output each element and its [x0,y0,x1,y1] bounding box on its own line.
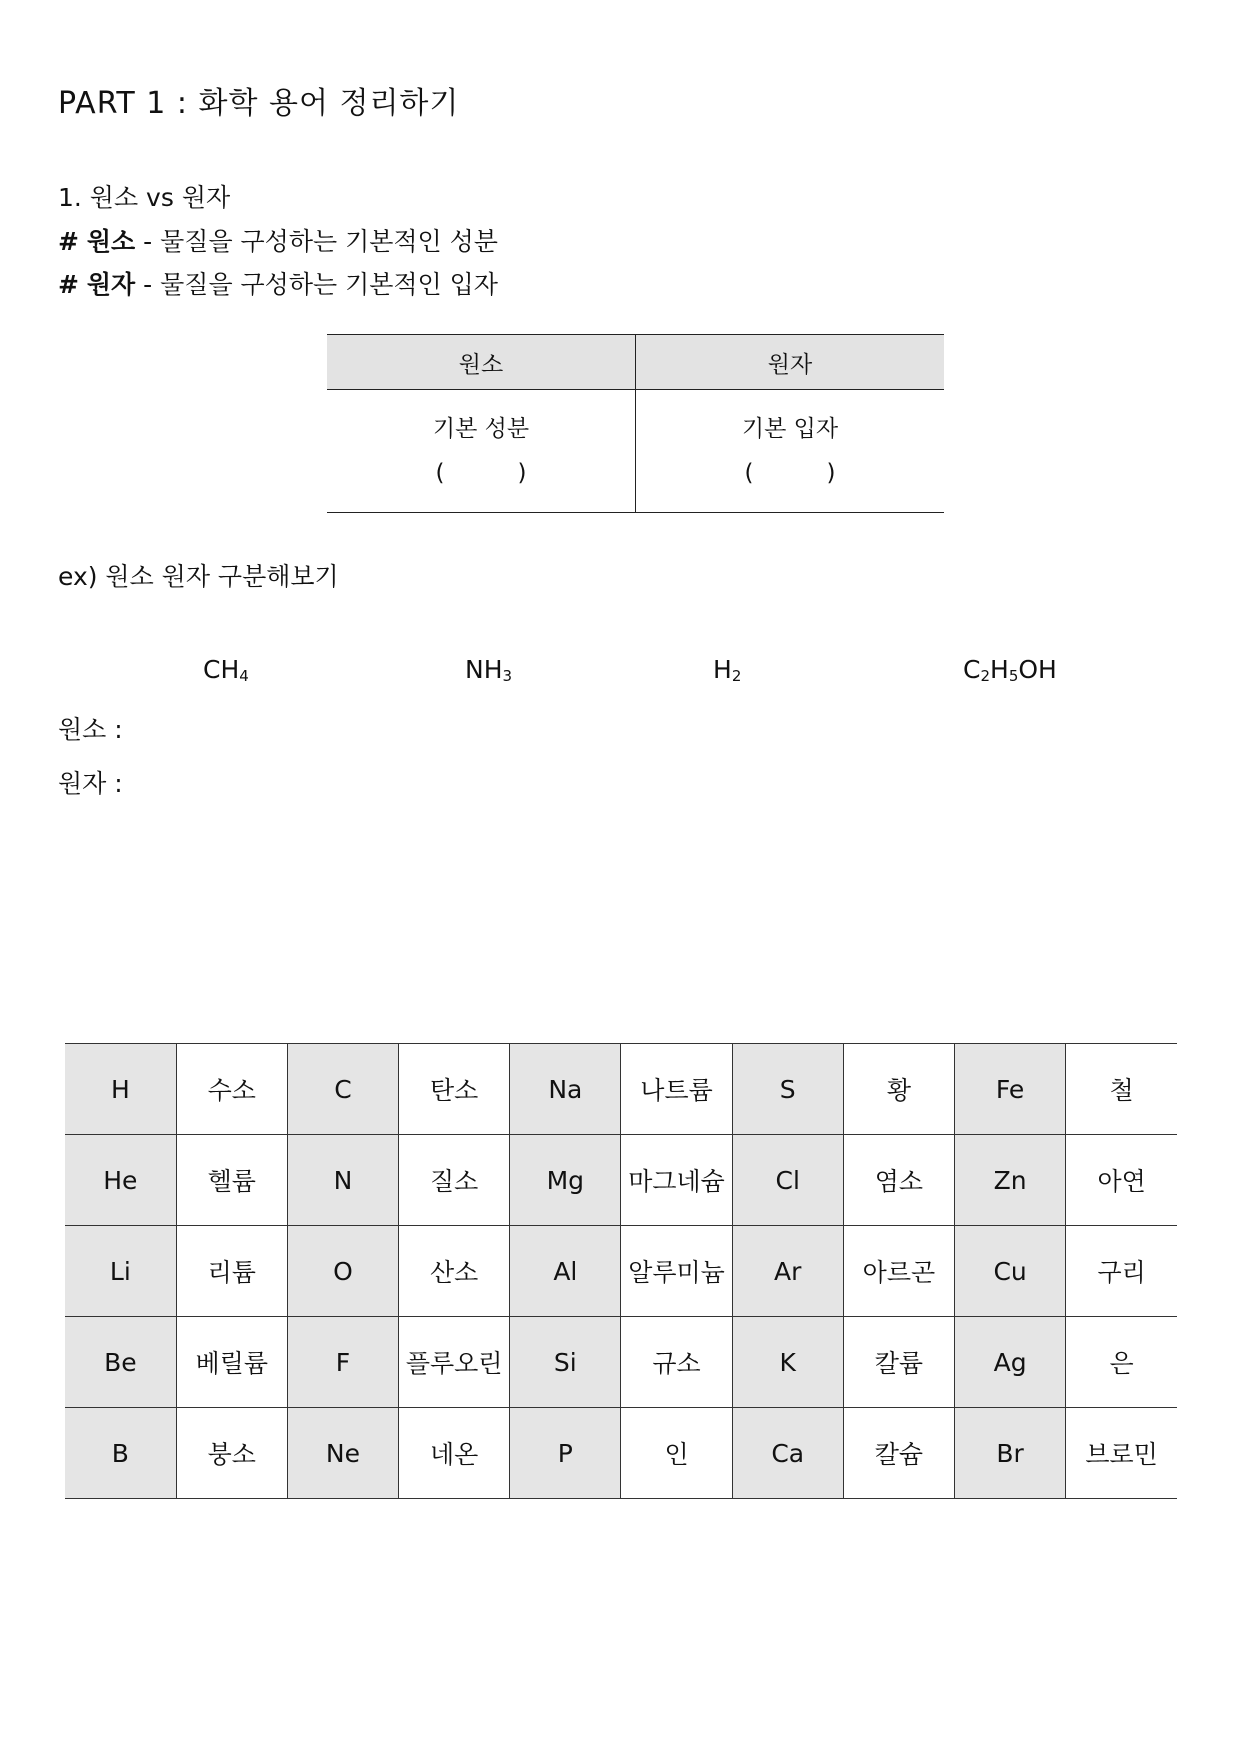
table-row [65,1135,1177,1226]
definition-desc: - 물질을 구성하는 기본적인 성분 [143,227,498,256]
formula-subscript: 5 [1008,667,1019,685]
compare-table [327,334,944,513]
element-name: 수소 [176,1044,287,1135]
element-name: 네온 [399,1408,510,1499]
formula-subscript: 2 [731,667,742,685]
formula-nh3 [465,655,512,685]
formula-symbol: H [713,655,732,684]
element-symbol: Si [510,1317,621,1408]
formula-h2 [713,655,741,685]
element-symbol: Fe [955,1044,1066,1135]
formula-symbol: H [990,655,1009,684]
element-symbol: F [287,1317,398,1408]
element-name: 구리 [1066,1226,1177,1317]
element-symbol: Ag [955,1317,1066,1408]
element-symbol: Na [510,1044,621,1135]
compare-header-element: 원소 [327,335,636,390]
element-name: 알루미늄 [621,1226,732,1317]
element-symbol: Zn [955,1135,1066,1226]
element-name: 인 [621,1408,732,1499]
formula-c2h5oh [963,655,1057,685]
element-name: 칼슘 [843,1408,954,1499]
element-name: 붕소 [176,1408,287,1499]
compare-main-text: 기본 성분 [432,416,530,442]
element-name: 베릴륨 [176,1317,287,1408]
element-name: 은 [1066,1317,1177,1408]
section-heading: 1. 원소 vs 원자 [58,183,231,212]
element-symbol: O [287,1226,398,1317]
element-answer-label: 원소 : [58,715,123,744]
element-symbol: Cu [955,1226,1066,1317]
formula-subscript: 4 [239,667,249,685]
compare-blank[interactable]: ( ) [435,460,527,486]
page-title: PART 1 : 화학 용어 정리하기 [58,86,460,121]
element-symbol: S [732,1044,843,1135]
formula-symbol: C [963,655,981,684]
element-name: 칼륨 [843,1317,954,1408]
element-symbol: Al [510,1226,621,1317]
table-row [65,1317,1177,1408]
element-name: 마그네슘 [621,1135,732,1226]
element-name: 플루오린 [399,1317,510,1408]
element-symbol: Ne [287,1408,398,1499]
element-name: 헬륨 [176,1135,287,1226]
element-name: 리튬 [176,1226,287,1317]
element-table [65,1043,1177,1499]
element-symbol: Cl [732,1135,843,1226]
formula-symbol: OH [1018,655,1057,684]
element-symbol: Ar [732,1226,843,1317]
formula-subscript: 3 [502,667,513,685]
element-name: 아르곤 [843,1226,954,1317]
element-symbol: K [732,1317,843,1408]
example-heading: ex) 원소 원자 구분해보기 [58,562,339,591]
formula-symbol: NH [465,655,503,684]
element-name: 염소 [843,1135,954,1226]
table-row [65,1408,1177,1499]
compare-cell-element [327,390,636,513]
element-symbol: Li [65,1226,176,1317]
element-name: 철 [1066,1044,1177,1135]
element-symbol: C [287,1044,398,1135]
definition-marker: # [58,270,79,299]
element-name: 질소 [399,1135,510,1226]
element-symbol: He [65,1135,176,1226]
formula-subscript: 2 [980,667,991,685]
compare-blank[interactable]: ( ) [744,460,836,486]
atom-answer-label: 원자 : [58,769,123,798]
element-name: 산소 [399,1226,510,1317]
element-name: 나트륨 [621,1044,732,1135]
table-row [65,1044,1177,1135]
definition-desc: - 물질을 구성하는 기본적인 입자 [143,270,498,299]
formula-symbol: CH [203,655,240,684]
definition-marker: # [58,227,79,256]
compare-header-atom: 원자 [636,335,945,390]
element-symbol: B [65,1408,176,1499]
element-name: 아연 [1066,1135,1177,1226]
element-symbol: H [65,1044,176,1135]
formula-ch4 [203,655,249,685]
element-symbol: Br [955,1408,1066,1499]
element-symbol: Mg [510,1135,621,1226]
element-symbol: P [510,1408,621,1499]
definition-term: 원자 [86,270,136,299]
compare-cell-atom [636,390,945,513]
table-row [65,1226,1177,1317]
compare-main-text: 기본 입자 [741,416,839,442]
definition-element [58,222,498,258]
element-name: 규소 [621,1317,732,1408]
element-name: 황 [843,1044,954,1135]
element-name: 브로민 [1066,1408,1177,1499]
definition-atom [58,265,498,301]
element-symbol: N [287,1135,398,1226]
element-name: 탄소 [399,1044,510,1135]
element-symbol: Be [65,1317,176,1408]
definition-term: 원소 [86,227,136,256]
element-symbol: Ca [732,1408,843,1499]
